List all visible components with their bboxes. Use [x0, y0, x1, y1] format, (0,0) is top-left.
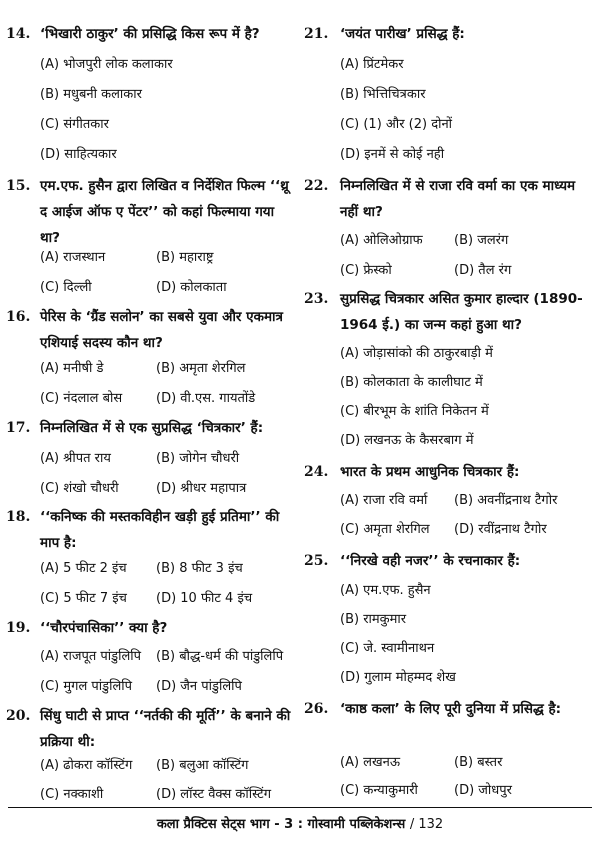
option-b: (B) अवनींद्रनाथ टैगोर	[454, 493, 558, 508]
option-a: (A) लखनऊ	[340, 755, 401, 770]
footer-divider	[8, 807, 592, 808]
option-c: (C) जे. स्वामीनाथन	[340, 641, 435, 656]
question-text: ‘‘कनिष्क की मस्तकविहीन खड़ी हुई प्रतिमा’’ की माप है:	[40, 509, 280, 551]
option-b: (B) जलरंग	[454, 233, 509, 248]
option-a: (A) 5 फीट 2 इंच	[40, 561, 127, 576]
question-text: ‘‘चौरपंचासिका’’ क्या है?	[40, 620, 168, 636]
option-b: (B) बौद्ध-धर्म की पांडुलिपि	[156, 649, 284, 664]
option-a: (A) प्रिंटमेकर	[340, 57, 404, 72]
option-d: (D) रवींद्रनाथ टैगोर	[454, 522, 547, 537]
option-a: (A) एम.एफ. हुसैन	[340, 583, 431, 598]
option-d: (D) तैल रंग	[454, 263, 512, 278]
option-d: (D) जैन पांडुलिपि	[156, 679, 242, 694]
option-c: (C) मुगल पांडुलिपि	[40, 679, 133, 694]
question-text: निम्नलिखित में से एक सुप्रसिद्ध ‘चित्रकार’ हैं:	[40, 420, 264, 436]
option-c: (C) दिल्ली	[40, 280, 92, 295]
question-text: सुप्रसिद्ध चित्रकार असित कुमार हाल्दार (1890-1964 ई.) का जन्म कहां हुआ था?	[340, 291, 583, 333]
question-number: 17.	[6, 420, 31, 436]
option-a: (A) राजा रवि वर्मा	[340, 493, 428, 508]
option-b: (B) जोगेन चौधरी	[156, 451, 240, 466]
option-d: (D) इनमें से कोई नही	[340, 147, 445, 162]
option-d: (D) कोलकाता	[156, 280, 227, 295]
question-number: 16.	[6, 309, 31, 325]
question-number: 23.	[304, 291, 329, 307]
question-number: 14.	[6, 26, 31, 42]
question-number: 20.	[6, 708, 31, 724]
option-c: (C) 5 फीट 7 इंच	[40, 591, 127, 606]
option-c: (C) नक्काशी	[40, 787, 104, 802]
option-a: (A) राजपूत पांडुलिपि	[40, 649, 142, 664]
question-text: सिंधु घाटी से प्राप्त ‘‘नर्तकी की मूर्ति’’ के बनाने की प्रक्रिया थी:	[40, 708, 291, 750]
option-a: (A) राजस्थान	[40, 250, 106, 265]
question-text: पेरिस के ‘ग्रैंड सलोन’ का सबसे युवा और एकमात्र एशियाई सदस्य कौन था?	[40, 309, 283, 351]
question-text: ‘‘निरखे वही नजर’’ के रचनाकार हैं:	[340, 553, 521, 569]
option-b: (B) बस्तर	[454, 755, 503, 770]
option-a: (A) भोजपुरी लोक कलाकार	[40, 57, 173, 72]
option-c: (C) कन्याकुमारी	[340, 783, 418, 798]
option-c: (C) (1) और (2) दोनों	[340, 117, 453, 132]
option-d: (D) 10 फीट 4 इंच	[156, 591, 253, 606]
option-a: (A) मनीषी डे	[40, 361, 104, 376]
question-text: ‘भिखारी ठाकुर’ की प्रसिद्धि किस रूप में है?	[40, 26, 260, 42]
question-number: 18.	[6, 509, 31, 525]
question-number: 19.	[6, 620, 31, 636]
question-text: एम.एफ. हुसैन द्वारा लिखित व निर्देशित फिल्म ‘‘थ्रू द आईज ऑफ ए पेंटर’’ को कहां फिल्माया गया था?	[40, 178, 289, 246]
question-number: 22.	[304, 178, 329, 194]
question-number: 26.	[304, 701, 329, 717]
option-d: (D) लॉस्ट वैक्स कॉस्टिंग	[156, 787, 272, 802]
option-d: (D) वी.एस. गायतोंडे	[156, 391, 256, 406]
option-b: (B) 8 फीट 3 इंच	[156, 561, 243, 576]
question-text: भारत के प्रथम आधुनिक चित्रकार हैं:	[340, 464, 520, 480]
question-text: निम्नलिखित में से राजा रवि वर्मा का एक माध्यम नहीं था?	[340, 178, 576, 220]
question-text: ‘जयंत पारीख’ प्रसिद्ध हैं:	[340, 26, 465, 42]
option-d: (D) साहित्यकार	[40, 147, 117, 162]
option-a: (A) श्रीपत राय	[40, 451, 111, 466]
option-b: (B) भित्तिचित्रकार	[340, 87, 426, 102]
question-number: 25.	[304, 553, 329, 569]
option-b: (B) बलुआ कॉस्टिंग	[156, 758, 249, 773]
page-footer	[0, 814, 600, 832]
option-b: (B) मधुबनी कलाकार	[40, 87, 142, 102]
option-c: (C) संगीतकार	[40, 117, 109, 132]
option-b: (B) कोलकाता के कालीघाट में	[340, 375, 483, 390]
option-b: (B) रामकुमार	[340, 612, 407, 627]
option-a: (A) ओलिओग्राफ	[340, 233, 423, 248]
question-number: 15.	[6, 178, 31, 194]
option-a: (A) ढोकरा कॉस्टिंग	[40, 758, 133, 773]
option-d: (D) श्रीधर महापात्र	[156, 481, 247, 496]
option-c: (C) शंखो चौधरी	[40, 481, 119, 496]
question-number: 21.	[304, 26, 329, 42]
option-c: (C) बीरभूम के शांति निकेतन में	[340, 404, 489, 419]
option-c: (C) फ्रेस्को	[340, 263, 392, 278]
option-d: (D) जोधपुर	[454, 783, 512, 798]
question-number: 24.	[304, 464, 329, 480]
option-d: (D) गुलाम मोहम्मद शेख	[340, 670, 456, 685]
footer-title: कला प्रैक्टिस सेट्स भाग - 3 : गोस्वामी पब्लिकेशन्स	[156, 817, 406, 832]
page-number: / 132	[409, 817, 444, 832]
option-c: (C) नंदलाल बोस	[40, 391, 123, 406]
option-b: (B) अमृता शेरगिल	[156, 361, 246, 376]
option-c: (C) अमृता शेरगिल	[340, 522, 430, 537]
option-b: (B) महाराष्ट्र	[156, 250, 214, 265]
question-text: ‘काष्ठ कला’ के लिए पूरी दुनिया में प्रसिद्ध है:	[340, 701, 562, 717]
option-d: (D) लखनऊ के कैसरबाग में	[340, 433, 474, 448]
option-a: (A) जोड़ासांको की ठाकुरबाड़ी में	[340, 346, 493, 361]
